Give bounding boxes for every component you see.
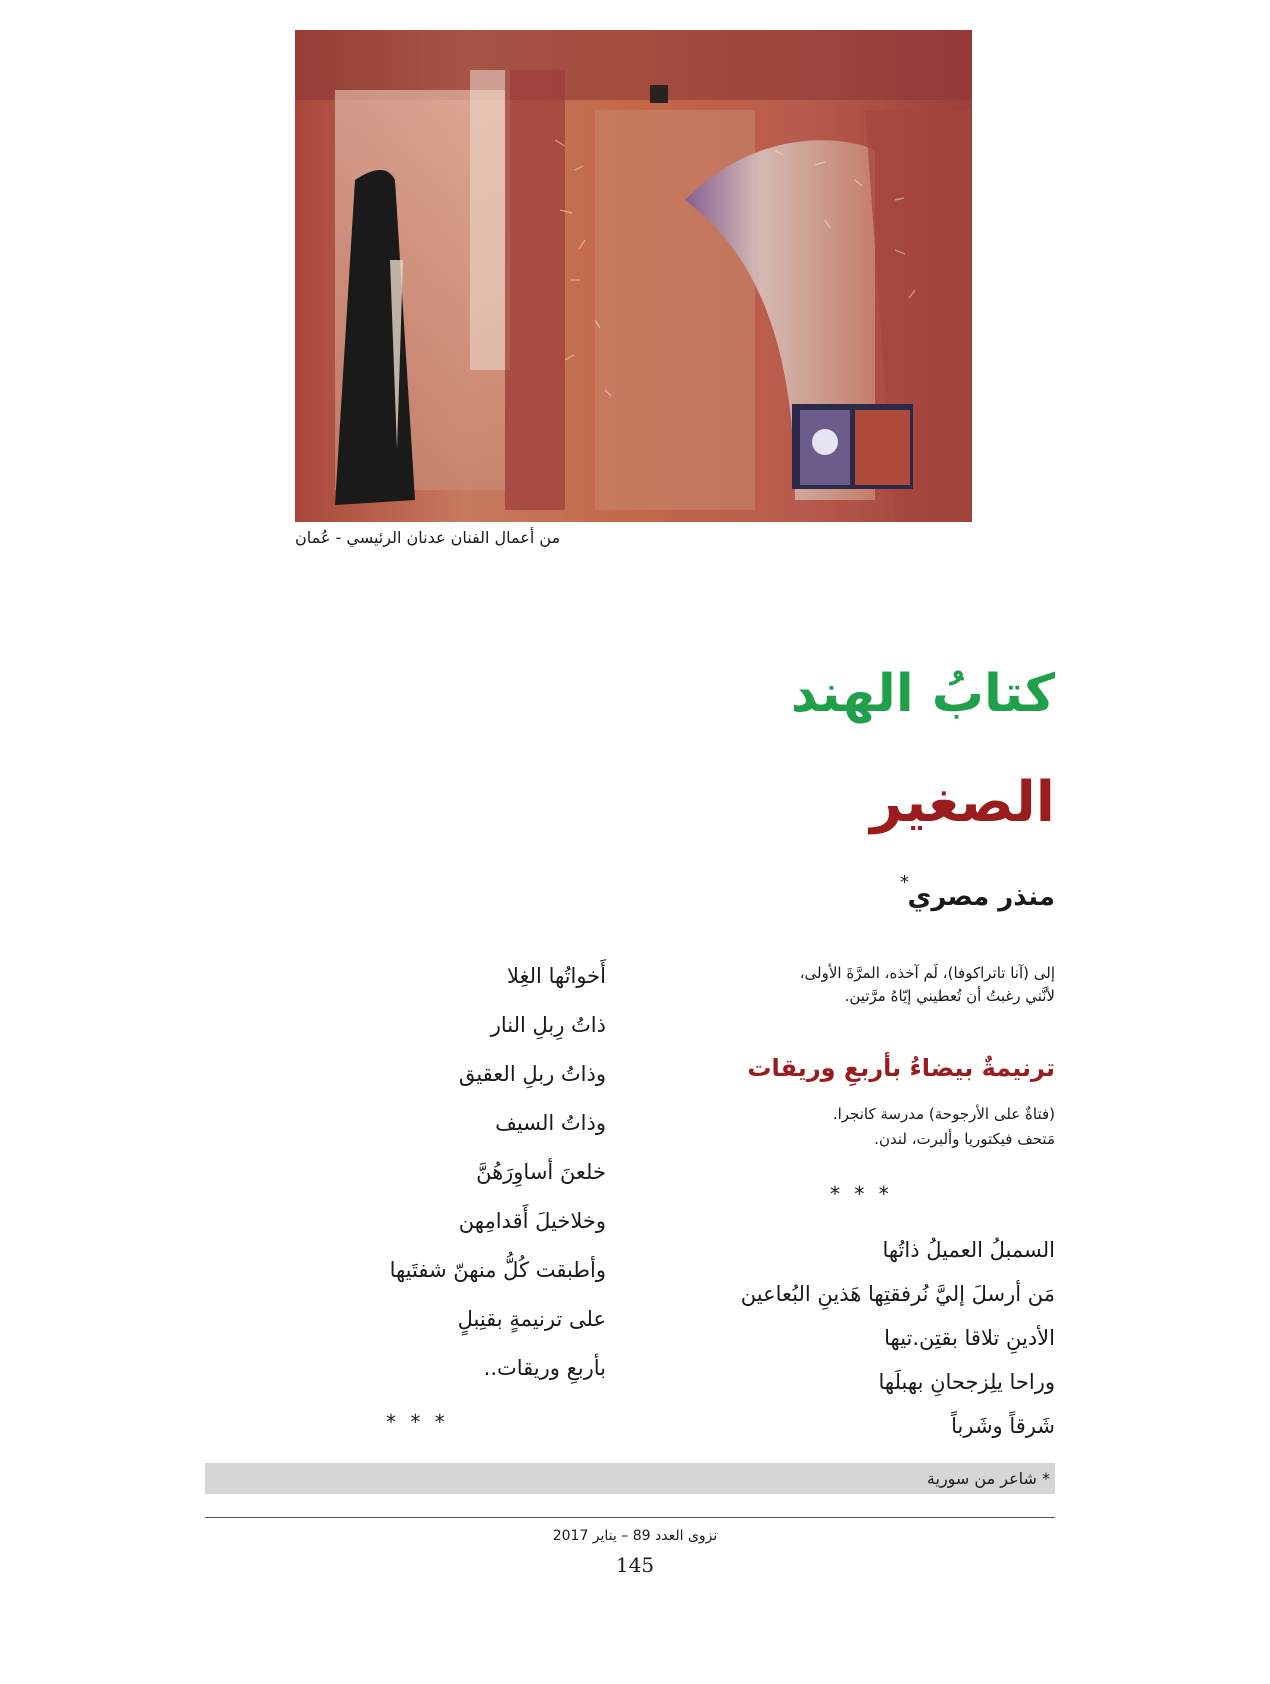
dedication-line: إلى (آنا تاتراكوفا)، لَم آخذه، المرَّةَ الأولى،: [799, 964, 1055, 982]
article-title-line-2: الصغير: [870, 770, 1055, 835]
artwork-note-line: مَتحف فيكتوريا وألبرت، لندن.: [874, 1130, 1055, 1148]
verse-line: السمبلُ العميلُ ذاتُها: [882, 1238, 1055, 1262]
footer-divider: [205, 1517, 1055, 1518]
right-column-verses: [741, 1228, 1055, 1448]
page-number: 145: [615, 1553, 655, 1577]
footnote: * شاعر من سورية: [926, 1469, 1050, 1488]
author-name: منذر مصري: [907, 882, 1055, 912]
verse-line: وذاتُ ربلِ العقيق: [458, 1062, 606, 1086]
verse-line: الأدينِ تلاقا بقتِن.تيها: [884, 1326, 1055, 1350]
verse-line: بأربعِ وريقات..: [483, 1356, 606, 1380]
artwork-note-line: (فتاةٌ على الأرجوحة) مدرسة كانجرا.: [832, 1105, 1055, 1123]
verse-line: وأطبقت كُلُّ منهنّ شفتَيها: [389, 1258, 606, 1282]
author-footnote-marker: *: [900, 872, 909, 893]
issue-info: نزوى العدد 89 – يناير 2017: [552, 1528, 718, 1544]
verse-line: أَخواتُها الغِلا: [507, 964, 606, 988]
section-separator: * * *: [830, 1182, 893, 1206]
verse-line: وذاتُ السيف: [495, 1111, 606, 1135]
verse-line: ذاتُ رِبلِ النار: [490, 1013, 606, 1037]
figure-caption: من أعمال الفنان عدنان الرئيسي - عُمان: [295, 528, 561, 547]
artwork-note: [725, 1102, 1055, 1152]
verse-line: خلعنَ أساوِرَهُنَّ: [476, 1160, 606, 1184]
verse-line: شَرقاً وشَرباً: [951, 1414, 1055, 1438]
article-title-line-1: كتابُ الهند: [790, 664, 1055, 724]
left-column-verses: [390, 952, 606, 1393]
verse-line: على ترنيمةٍ بقنِبلٍ: [457, 1307, 606, 1331]
verse-line: وراحا يلِزجحانِ بهبلَها: [878, 1370, 1055, 1394]
verse-line: وخلاخيلَ أَقدامِهن: [458, 1209, 606, 1233]
abstract-painting-image: [295, 30, 972, 522]
dedication-line: لأنَّني رغبتُ أن تُعطيني إيّاهُ مرَّتين.: [844, 987, 1055, 1005]
dedication: [725, 962, 1055, 1008]
section-separator: * * *: [386, 1410, 449, 1434]
poem-subtitle: ترنيمةٌ بيضاءُ بأربعِ وريقات: [747, 1054, 1055, 1082]
verse-line: مَن أرسلَ إليَّ نُرفقتِها هَذينِ البُعاعين: [740, 1282, 1055, 1306]
